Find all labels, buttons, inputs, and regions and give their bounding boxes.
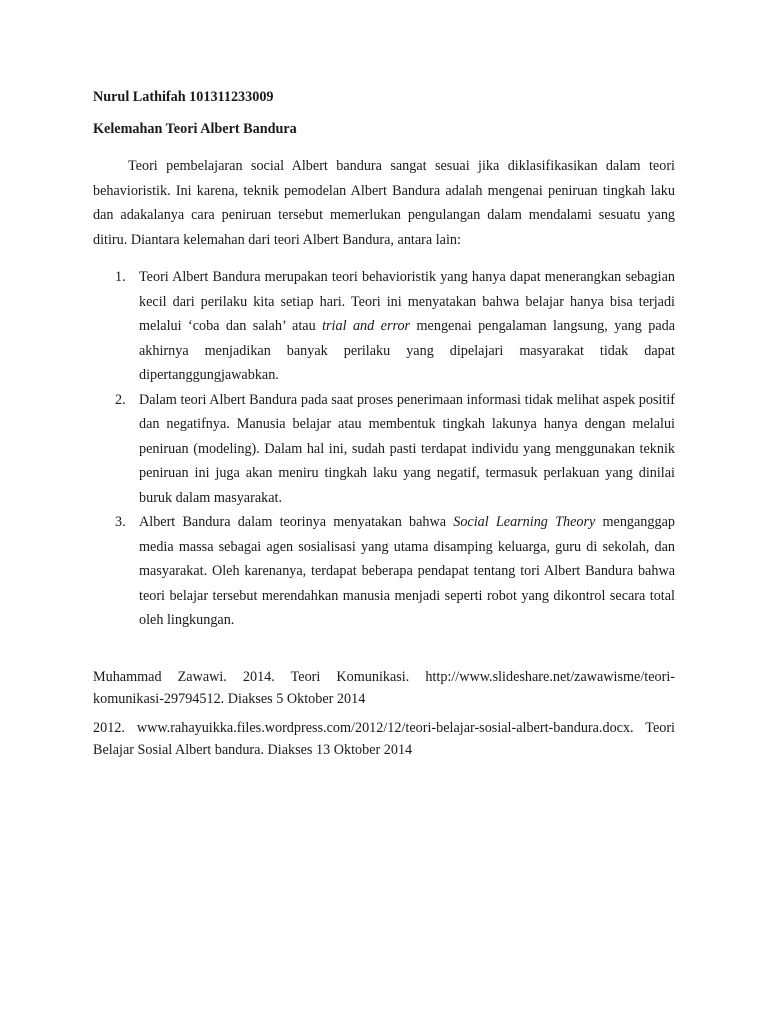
list-text: Albert Bandura dalam teorinya menyatakan bahwa (139, 514, 454, 530)
list-number: 3. (115, 514, 126, 530)
list-text: Teori Albert Bandura merupakan teori behavioristik yang hanya dapat menerangkan sebagian kecil dari perilaku kita setiap hari. Teori ini menyatakan bahwa belajar hanya bisa terjadi melalui ‘coba dan salah’ atau (139, 269, 675, 334)
reference-entry: Muhammad Zawawi. 2014. Teori Komunikasi. http://www.slideshare.net/zawawisme/teori-komunikasi-29794512. Diakses 5 Oktober 2014 (93, 669, 675, 707)
list-item (93, 265, 675, 388)
intro-paragraph: Teori pembelajaran social Albert bandura sangat sesuai jika diklasifikasikan dalam teori behavioristik. Ini karena, teknik pemodelan Albert Bandura adalah mengenai peniruan tingkah laku dan adakalanya cara peniruan tersebut memerlukan pengulangan dalam mendalami sesuatu yang ditiru. Diantara kelemahan dari teori Albert Bandura, antara lain: (93, 158, 675, 248)
weakness-list (93, 265, 675, 633)
italic-term: Social Learning Theory (453, 514, 596, 530)
reference-entry: 2012. www.rahayuikka.files.wordpress.com/2012/12/teori-belajar-sosial-albert-bandura.docx. Teori Belajar Sosial Albert bandura. Diakses 13 Oktober 2014 (93, 720, 675, 758)
italic-term: trial and error (322, 318, 411, 334)
list-text: menganggap media massa sebagai agen sosialisasi yang utama disamping keluarga, guru di sekolah, dan masyarakat. Oleh karenanya, terdapat beberapa pendapat tentang tori Albert Bandura bahwa teori belajar tersebut merendahkan manusia menjadi seperti robot yang dikontrol secara total oleh lingkungan. (139, 514, 675, 628)
author-line: Nurul Lathifah 101311233009 (93, 89, 274, 105)
list-text: mengenai pengalaman langsung, yang pada akhirnya menjadikan banyak perilaku yang dipelajari masyarakat tidak dapat dipertanggungjawabkan. (139, 318, 676, 383)
list-number: 1. (115, 269, 126, 285)
list-item (93, 510, 675, 633)
document-title: Kelemahan Teori Albert Bandura (93, 121, 297, 137)
list-item (93, 388, 675, 511)
list-text: Dalam teori Albert Bandura pada saat proses penerimaan informasi tidak melihat aspek positif dan negatifnya. Manusia belajar atau membentuk tingkah lakunya hanya dengan melalui peniruan (modeling). Dalam hal ini, sudah pasti terdapat individu yang menggunakan teknik peniruan ini juga akan meniru tingkah laku yang negatif, termasuk perlakuan yang dinilai buruk dalam masyarakat. (139, 391, 675, 506)
list-number: 2. (115, 391, 126, 408)
